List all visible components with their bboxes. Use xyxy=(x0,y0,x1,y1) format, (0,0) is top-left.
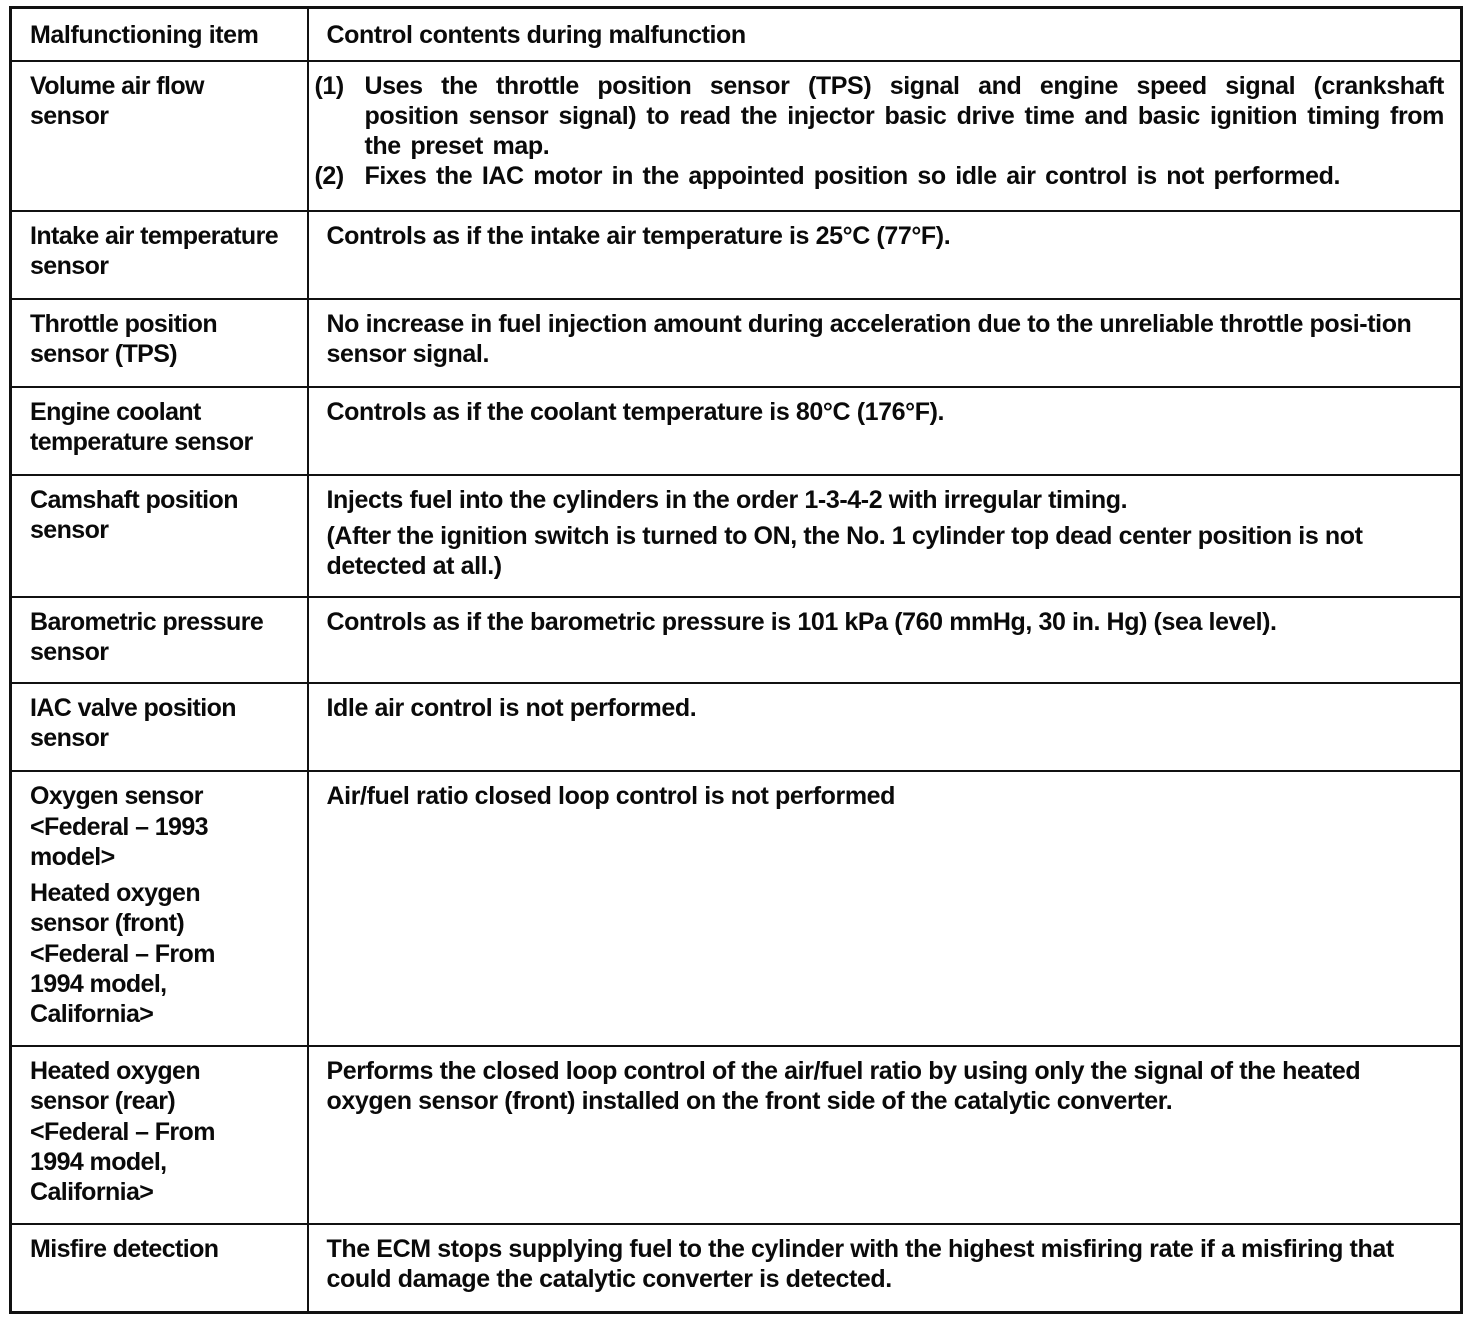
row-item-heated-oxygen-sensor-rear xyxy=(11,1046,308,1224)
item-label: Heated oxygen sensor (front) xyxy=(30,879,201,937)
table-row xyxy=(11,597,1462,683)
row-item-intake-air-temperature-sensor xyxy=(11,211,308,299)
table-header-row xyxy=(11,8,1462,62)
step-number: (2) xyxy=(314,162,344,190)
step-item xyxy=(314,161,1445,191)
table-row xyxy=(11,683,1462,771)
header-control-contents: Control contents during malfunction xyxy=(308,8,1462,62)
row-content-intake-air-temperature-sensor: Controls as if the intake air temperature is 25°C (77°F). xyxy=(308,211,1462,299)
row-content-oxygen-sensor: Air/fuel ratio closed loop control is not performed xyxy=(308,771,1462,1046)
item-label: Barometric pressure sensor xyxy=(30,608,264,666)
table-row xyxy=(11,771,1462,1046)
step-item xyxy=(314,71,1445,161)
table-row xyxy=(11,475,1462,597)
row-content-iac-valve-position-sensor: Idle air control is not performed. xyxy=(308,683,1462,771)
item-label: Engine coolant temperature sensor xyxy=(30,398,253,456)
header-malfunctioning-item: Malfunctioning item xyxy=(11,8,308,62)
item-label: Misfire detection xyxy=(30,1235,219,1263)
item-qualifier: <Federal – From 1994 model, California> xyxy=(30,1118,215,1206)
row-content-engine-coolant-temperature-sensor: Controls as if the coolant temperature is 80°C (176°F). xyxy=(308,387,1462,475)
step-text: Fixes the IAC motor in the appointed position so idle air control is not performed. xyxy=(364,162,1341,190)
row-item-camshaft-position-sensor xyxy=(11,475,308,597)
step-text: Uses the throttle position sensor (TPS) signal and engine speed signal (crankshaft position sensor signal) to read the injector basic drive time and basic ignition timing from the preset map. xyxy=(364,72,1444,160)
row-content-misfire-detection: The ECM stops supplying fuel to the cylinder with the highest misfiring rate if a misfiring that could damage the catalytic converter is detected. xyxy=(308,1224,1462,1312)
malfunction-control-table xyxy=(9,6,1463,1314)
row-item-oxygen-sensor xyxy=(11,771,308,1046)
item-group xyxy=(30,878,245,1029)
item-label: IAC valve position sensor xyxy=(30,694,236,752)
row-item-volume-air-flow-sensor xyxy=(11,61,308,211)
row-item-engine-coolant-temperature-sensor xyxy=(11,387,308,475)
item-group xyxy=(30,781,245,872)
item-qualifier: <Federal – From 1994 model, California> xyxy=(30,940,215,1028)
table-row xyxy=(11,1046,1462,1224)
row-content-throttle-position-sensor: No increase in fuel injection amount during acceleration due to the unreliable throttle posi-tion sensor signal. xyxy=(308,299,1462,387)
item-label: Intake air temperature sensor xyxy=(30,222,279,280)
step-list xyxy=(314,71,1445,191)
row-content-heated-oxygen-sensor-rear: Performs the closed loop control of the air/fuel ratio by using only the signal of the heated oxygen sensor (front) installed on the front side of the catalytic converter. xyxy=(308,1046,1462,1224)
row-content-barometric-pressure-sensor: Controls as if the barometric pressure is 101 kPa (760 mmHg, 30 in. Hg) (sea level). xyxy=(308,597,1462,683)
item-label: Oxygen sensor xyxy=(30,782,203,810)
table-row xyxy=(11,387,1462,475)
table-row xyxy=(11,61,1462,211)
item-label: Heated oxygen sensor (rear) xyxy=(30,1057,201,1115)
row-item-iac-valve-position-sensor xyxy=(11,683,308,771)
content-paragraph: Injects fuel into the cylinders in the order 1-3-4-2 with irregular timing. xyxy=(326,486,1128,514)
item-qualifier: <Federal – 1993 model> xyxy=(30,813,208,871)
item-label: Throttle position sensor (TPS) xyxy=(30,310,217,368)
item-label: Camshaft position sensor xyxy=(30,486,238,544)
table-row xyxy=(11,211,1462,299)
table-row xyxy=(11,1224,1462,1312)
row-content-volume-air-flow-sensor xyxy=(308,61,1462,211)
row-content-camshaft-position-sensor xyxy=(308,475,1462,597)
row-item-misfire-detection xyxy=(11,1224,308,1312)
item-label: Volume air flow sensor xyxy=(30,72,204,130)
table-row xyxy=(11,299,1462,387)
content-paragraph: (After the ignition switch is turned to ON, the No. 1 cylinder top dead center position is not detected at all.) xyxy=(326,522,1363,580)
step-number: (1) xyxy=(314,72,344,100)
row-item-barometric-pressure-sensor xyxy=(11,597,308,683)
row-item-throttle-position-sensor xyxy=(11,299,308,387)
